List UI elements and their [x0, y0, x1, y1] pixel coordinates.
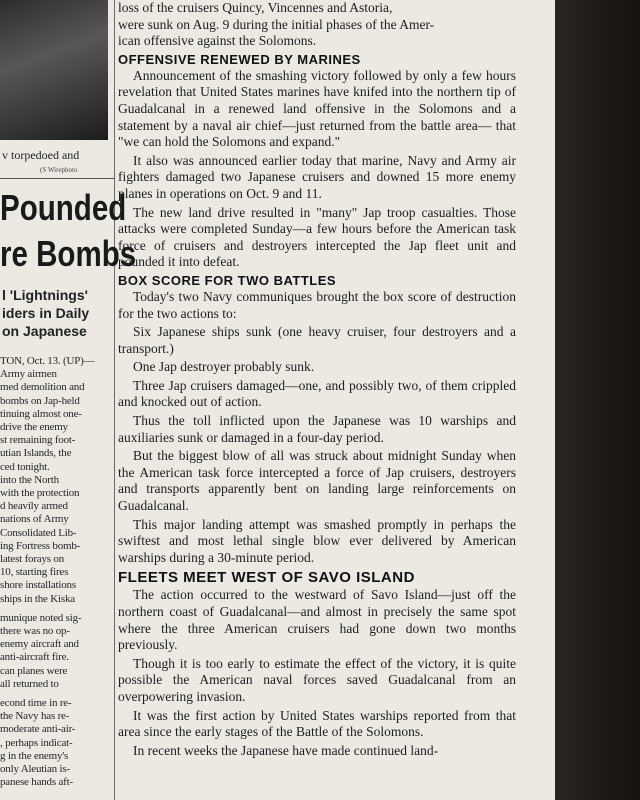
body-line: anti-aircraft fire. — [0, 651, 69, 664]
body-line: d heavily armed — [0, 500, 68, 513]
body-line: shore installations — [0, 579, 76, 592]
section-heading: OFFENSIVE RENEWED BY MARINES — [118, 51, 361, 67]
body-line: tinuing almost one- — [0, 407, 82, 420]
body-line: into the North — [0, 473, 59, 486]
body-line: can planes were — [0, 664, 68, 677]
body-line: ships in the Kiska — [0, 592, 75, 605]
article-paragraph: This major landing attempt was smashed promptly in perhaps the swiftest and most lethal single blow ever delivered by American warships during a 30-minute period. — [118, 516, 516, 565]
section-heading: FLEETS MEET WEST OF SAVO ISLAND — [118, 569, 415, 587]
article-paragraph: The new land drive resulted in "many" Jap troop casualties. Those attacks were completed Sunday—a few hours before the American task force of cruisers and destroyers intercepted the Jap fleet unit and pounded it into defeat. — [118, 204, 516, 270]
body-line: , perhaps indicat- — [0, 736, 73, 749]
main-article-column — [118, 0, 516, 761]
body-line: drive the enemy — [0, 421, 68, 434]
body-line: latest forays on — [0, 553, 65, 566]
body-line: Consolidated Lib- — [0, 526, 77, 539]
article-line: loss of the cruisers Quincy, Vincennes and Astoria, — [118, 0, 393, 15]
body-line: all returned to — [0, 677, 59, 690]
body-line: munique noted sig- — [0, 611, 82, 624]
article-paragraph: Three Jap cruisers damaged—one, and possibly two, of them crippled and knocked out of action. — [118, 377, 516, 410]
article-paragraph: The action occurred to the westward of Savo Island—just off the northern coast of Guadalcanal—and almost in precisely the same spot where the three American cruisers had gone down two months previously. — [118, 587, 516, 653]
body-line: moderate anti-air- — [0, 723, 76, 736]
article-paragraph: It also was announced earlier today that marine, Navy and Army air fighters damaged two Japanese cruisers and downed 15 more enemy planes in operations on Oct. 9 and 11. — [118, 152, 516, 201]
body-line: enemy aircraft and — [0, 638, 79, 651]
subheadline-line: l 'Lightnings' — [2, 287, 88, 303]
body-line: Army airmen — [0, 368, 57, 381]
body-line: nations of Army — [0, 513, 69, 526]
body-line: bombs on Jap-held — [0, 394, 80, 407]
caption-rule — [0, 178, 114, 179]
article-paragraph: Though it is too early to estimate the effect of the victory, it is quite possible the American naval forces saved Guadalcanal from an overpowering invasion. — [118, 655, 516, 704]
article-paragraph: Announcement of the smashing victory followed by only a few hours revelation that United States marines have knifed into the northern tip of Guadalcanal in a renewed land offensive in the Solomons and a statement by a naval air chief—just returned from the battle area— that "we can hold the Solomons and expand." — [118, 67, 516, 150]
body-line: g in the enemy's — [0, 749, 69, 762]
article-paragraph: Today's two Navy communiques brought the box score of destruction for the two actions to: — [118, 288, 516, 321]
body-line: ing Fortress bomb- — [0, 539, 81, 552]
headline-line-1: Pounded — [0, 187, 127, 228]
article-paragraph: One Jap destroyer probably sunk. — [133, 359, 315, 375]
headline-line-2: re Bombs — [0, 233, 137, 274]
body-line: TON, Oct. 13. (UP)— — [0, 355, 95, 367]
body-line: econd time in re- — [0, 697, 72, 710]
photo-credit: (S Wirephoto — [40, 166, 78, 174]
subheadline-line: on Japanese — [2, 323, 87, 339]
body-line: utian Islands, the — [0, 447, 72, 460]
body-line: ced tonight. — [0, 460, 50, 473]
body-line: with the protection — [0, 487, 80, 500]
news-photo — [0, 0, 108, 140]
article-paragraph: It was the first action by United States warships reported from that area since the early stages of the Battle of the Solomons. — [118, 707, 516, 740]
body-line: only Aleutian is- — [0, 763, 70, 776]
article-paragraph: Six Japanese ships sunk (one heavy cruiser, four destroyers and a transport.) — [118, 324, 516, 356]
article-paragraph: Thus the toll inflicted upon the Japanese was 10 warships and auxiliaries sunk or damaged in a four-day period. — [118, 413, 516, 445]
body-line: st remaining foot- — [0, 434, 76, 447]
article-paragraph: But the biggest blow of all was struck about midnight Sunday when the American task force intercepted a force of Jap cruisers, destroyers and transports apparently bent on landing large reinforcements on Guadalcanal. — [118, 448, 516, 514]
subheadline-line: iders in Daily — [2, 305, 90, 321]
background-edge — [555, 0, 640, 800]
article-line: ican offensive against the Solomons. — [118, 33, 317, 49]
article-line: were sunk on Aug. 9 during the initial phases of the Amer- — [118, 16, 435, 32]
body-line: med demolition and — [0, 381, 85, 394]
section-heading: BOX SCORE FOR TWO BATTLES — [118, 272, 337, 288]
body-line: there was no op- — [0, 625, 70, 638]
photo-caption: v torpedoed and — [2, 148, 80, 162]
body-line: the Navy has re- — [0, 710, 70, 723]
article-paragraph: In recent weeks the Japanese have made continued land- — [133, 742, 439, 758]
left-article-body — [0, 355, 113, 790]
column-divider — [114, 0, 115, 800]
body-line: panese hands aft- — [0, 776, 73, 789]
body-line: 10, starting fires — [0, 566, 69, 579]
